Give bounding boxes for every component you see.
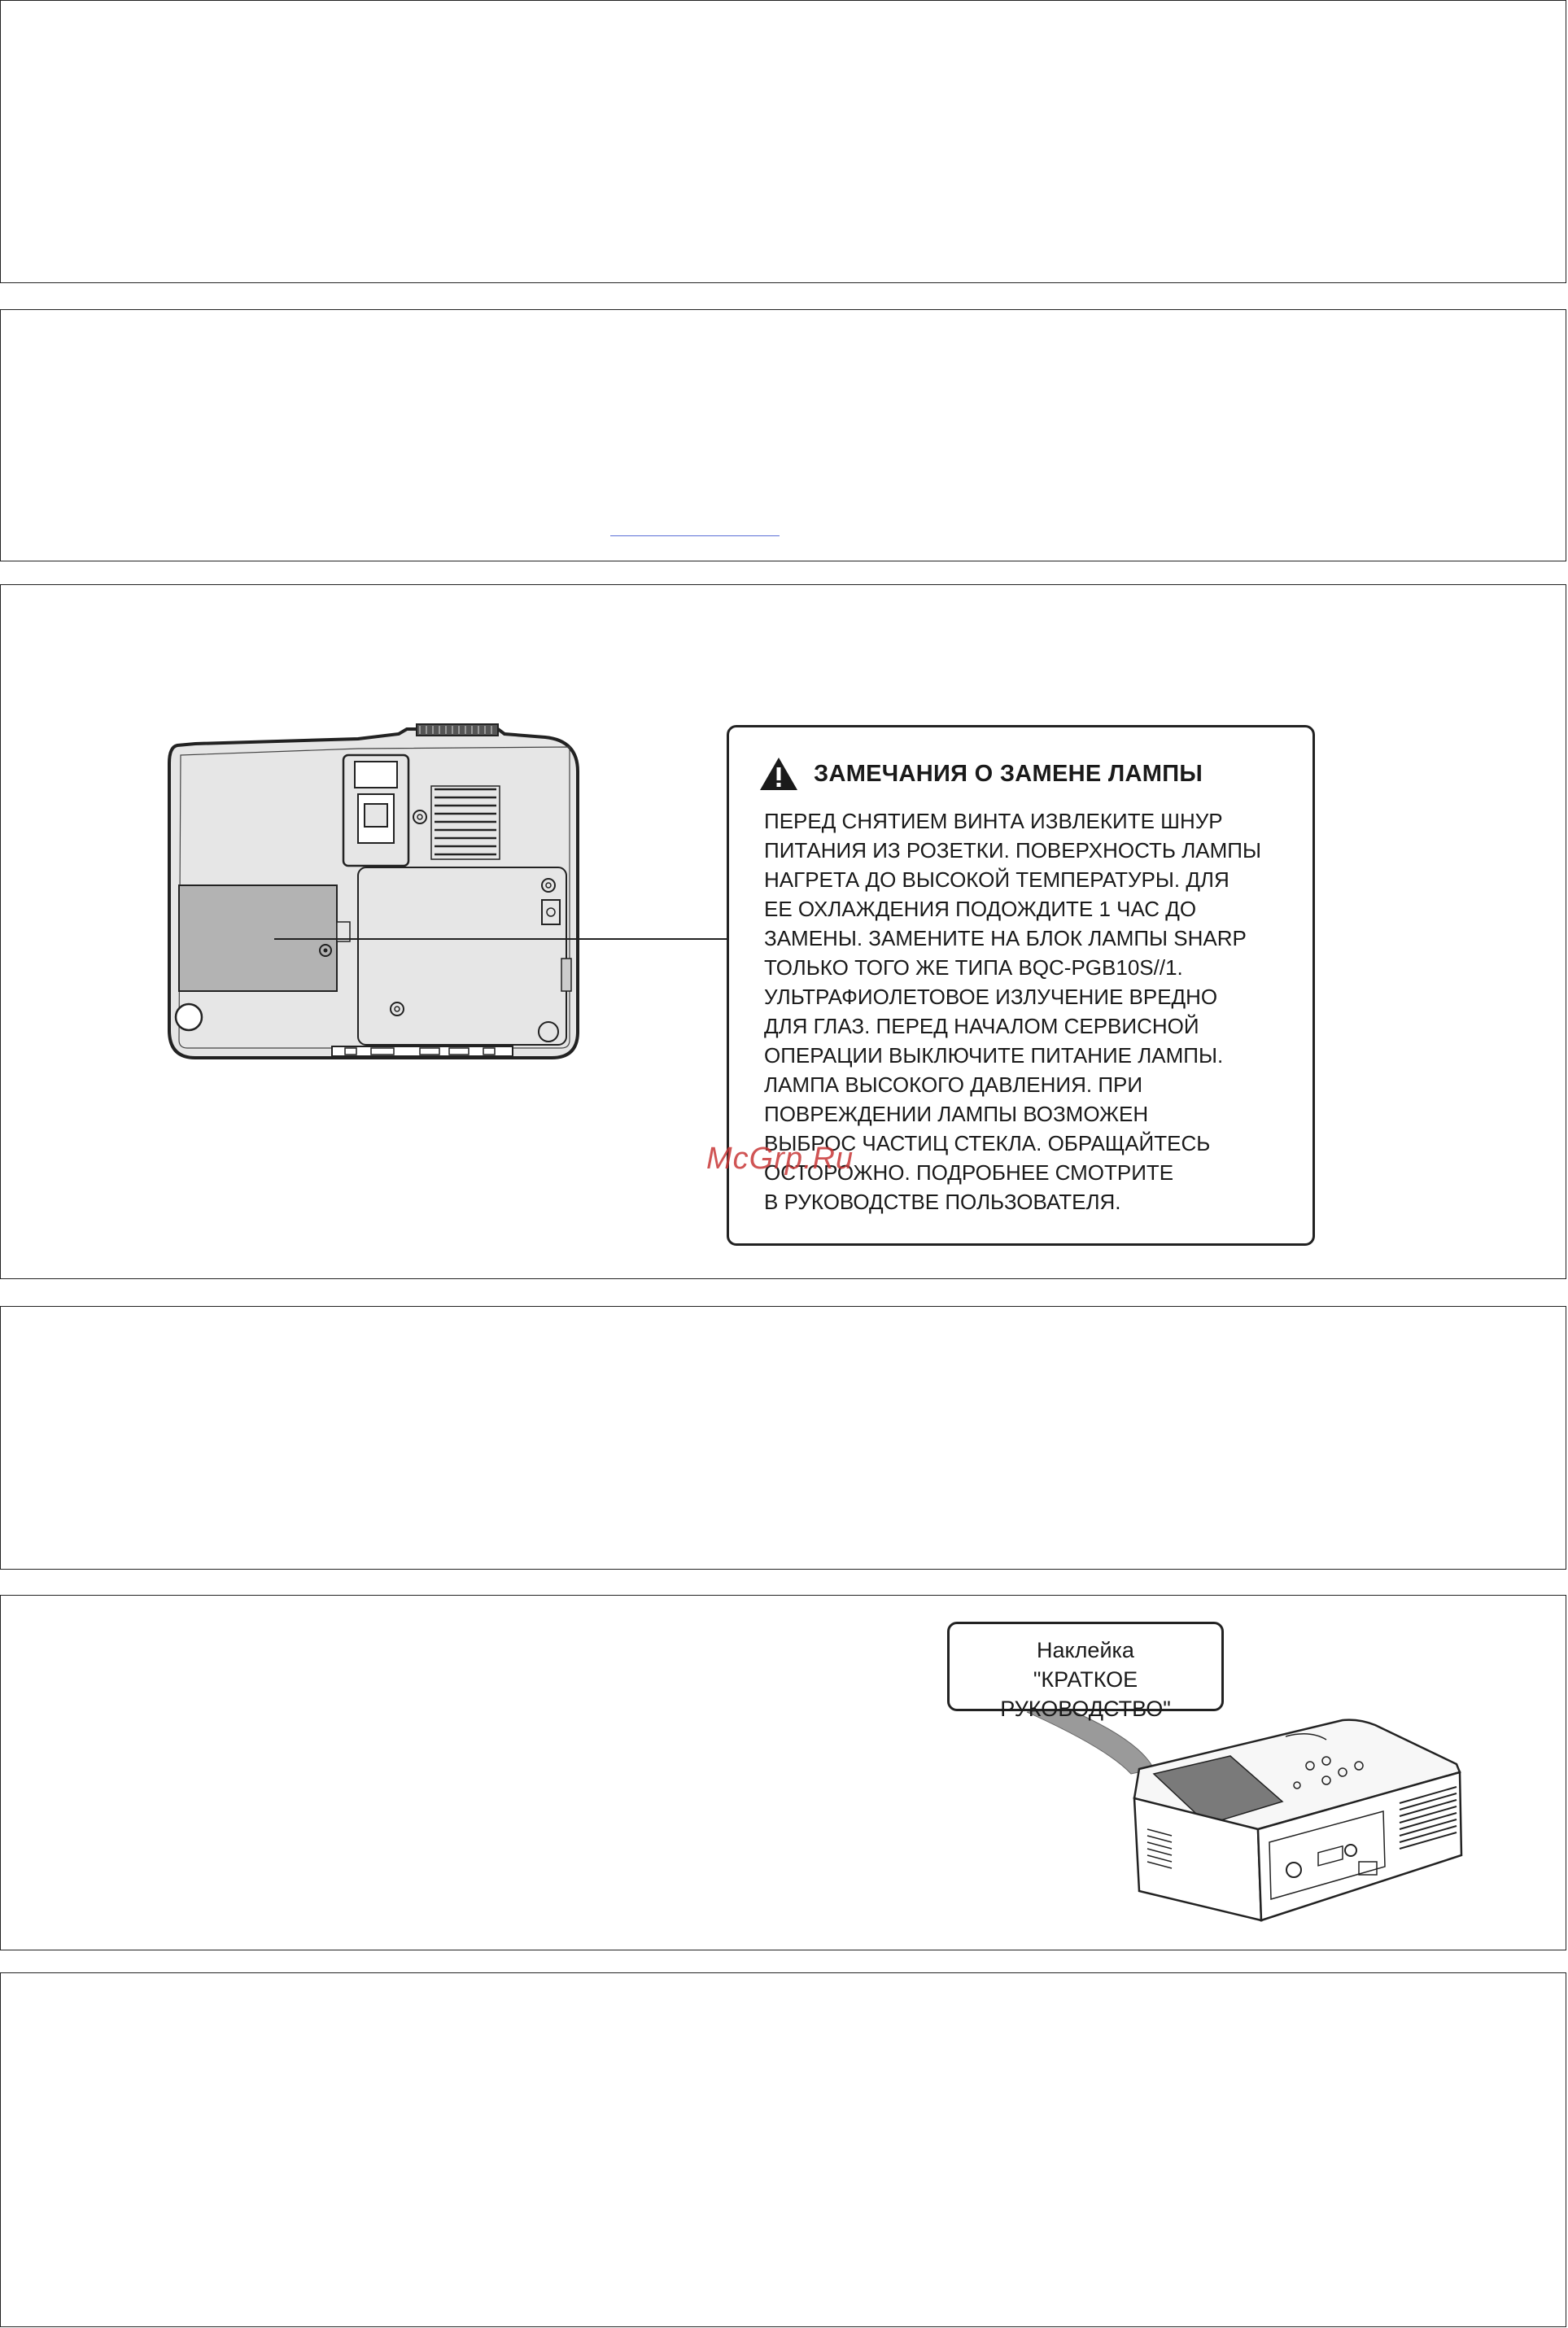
watermark-text: McGrp.Ru: [706, 1142, 854, 1176]
warning-triangle-icon: [758, 756, 799, 792]
empty-section-1: [0, 0, 1566, 283]
empty-section-4: [0, 1306, 1566, 1570]
empty-section-6: [0, 1972, 1566, 2327]
empty-section-2: [0, 309, 1566, 561]
quick-guide-sticker-label: [947, 1622, 1224, 1721]
warning-body-text: ПЕРЕД СНЯТИЕМ ВИНТА ИЗВЛЕКИТЕ ШНУР ПИТАНИЯ ИЗ РОЗЕТКИ. ПОВЕРХНОСТЬ ЛАМПЫ НАГРЕТА ДО ВЫСОКОЙ ТЕМПЕРАТУРЫ. ДЛЯ ЕЕ ОХЛАЖДЕНИЯ ПОДОЖДИТЕ 1 ЧАС ДО ЗАМЕНЫ. ЗАМЕНИТЕ НА БЛОК ЛАМПЫ SHARP ТОЛЬКО ТОГО ЖЕ ТИПА BQC-PGB10S//1. УЛЬТРАФИОЛЕТОВОЕ ИЗЛУЧЕНИЕ ВРЕДНО ДЛЯ ГЛАЗ. ПЕРЕД НАЧАЛОМ СЕРВИСНОЙ ОПЕРАЦИИ ВЫКЛЮЧИТЕ ПИТАНИЕ ЛАМПЫ. ЛАМПА ВЫСОКОГО ДАВЛЕНИЯ. ПРИ ПОВРЕЖДЕНИИ ЛАМПЫ ВОЗМОЖЕН ВЫБРОС ЧАСТИЦ СТЕКЛА. ОБРАЩАЙТЕСЬ ОСТОРОЖНО. ПОДРОБНЕЕ СМОТРИТЕ В РУКОВОДСТВЕ ПОЛЬЗОВАТЕЛЯ.: [764, 809, 1261, 1214]
warning-heading: [758, 756, 1203, 792]
callout-leader-line: [274, 938, 728, 940]
sticker-label-line2: "КРАТКОЕ РУКОВОДСТВО": [1000, 1667, 1171, 1721]
projector-top-illustration: [1017, 1707, 1473, 1927]
sticker-label-line1: Наклейка: [1037, 1638, 1134, 1662]
hyperlink-underline[interactable]: [610, 535, 780, 536]
warning-title: ЗАМЕЧАНИЯ О ЗАМЕНЕ ЛАМПЫ: [814, 760, 1203, 787]
projector-bottom-illustration: [163, 723, 586, 1064]
